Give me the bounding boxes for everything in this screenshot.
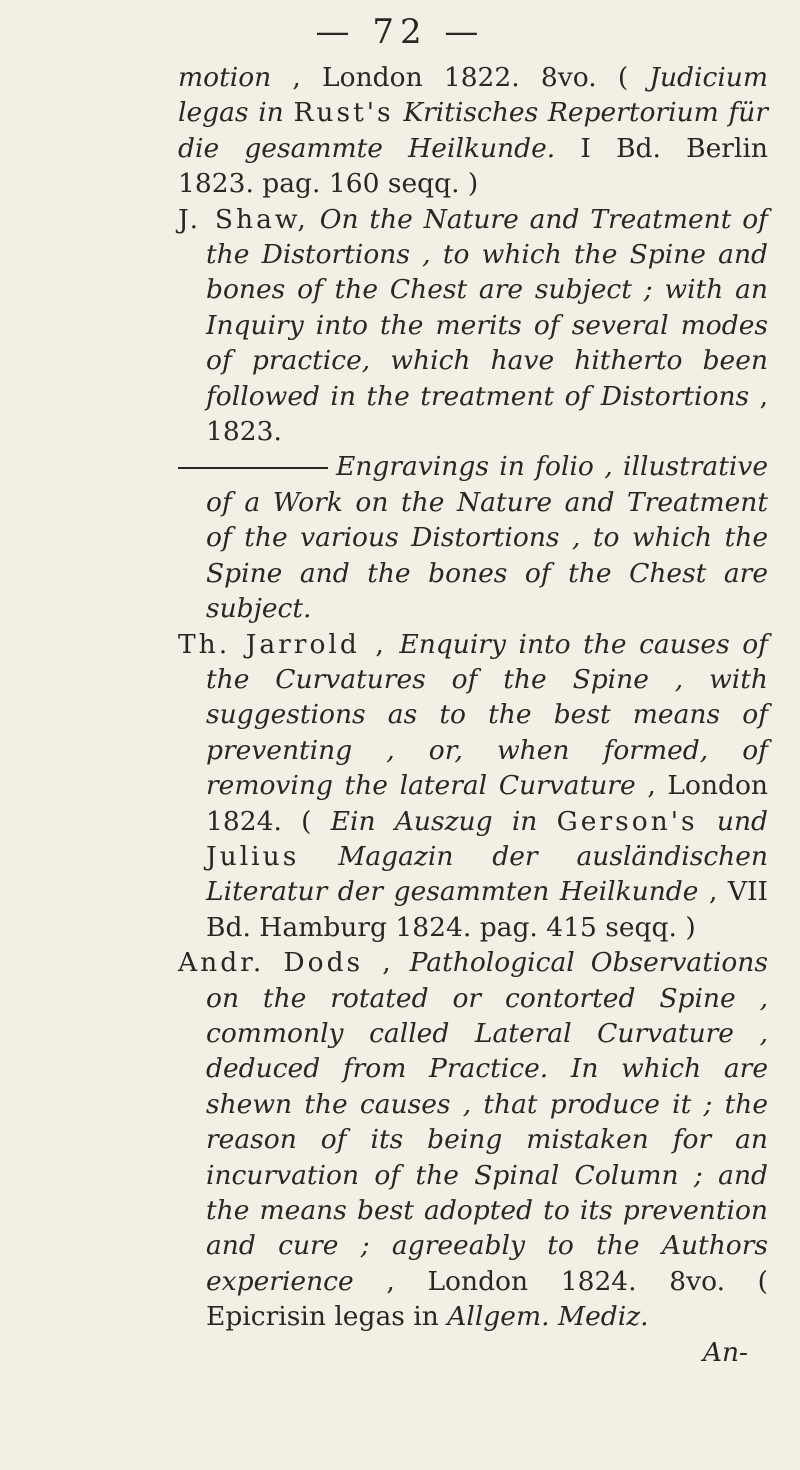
italic-text: Magazin der ausländischen Literatur der gesammten Heilkunde [206,840,768,908]
italic-text: Pathological Observations on the rotated or contorted Spine , commonly called Lateral Curvature , deduced from Practice. In which are shewn the causes , that produce it ; the reason of its being mistaken for an incurvation of the Spinal Column ; and the means best adopted to its prevention and cure ; agreeably to the Authors experience [206,947,768,1297]
text-run [309,204,320,235]
italic-text: On the Nature and Treatment of the Distortions , to which the Spine and bones of the Chest are subject ; with an Inquiry into the merits of several modes of practice, which have hitherto been followed in the treatment of Distortions [206,203,768,412]
text-run: , London 1822. 8vo. ( [271,62,650,93]
ditto-dash [178,467,328,469]
text-run [299,841,338,872]
spaced-name: Th. Jarrold , [178,628,387,660]
italic-text: Engravings in folio , illustrative of a Work on the Nature and Treatment of the various Distortions , to which the Spine and the bones of the Chest are subject. [206,451,768,625]
spaced-name: Rust's [293,97,394,129]
text-run: , London 1824. 8vo. ( Epicrisin legas in [206,1265,768,1333]
italic-text: Judicium legas in [178,62,768,129]
italic-text: Allgem. Mediz. [447,1301,649,1333]
text-run [537,806,556,837]
italic-text: Kritisches Repertorium für die gesammte Heilkunde. [178,97,768,164]
bibliography-entry [178,60,768,202]
page-number: — 72 — [315,12,485,52]
italic-text: Enquiry into the causes of the Curvatures of the Spine , with suggestions as to the best means of preventing , or, when formed, of removing the lateral Curvature [206,628,768,802]
italic-text: Ein Auszug in [330,805,538,837]
text-run [394,947,410,978]
text-run: , London 1824. ( [206,770,769,837]
bibliography-entry [178,202,768,450]
text-run: , 1823. [206,380,768,448]
bibliography-entry [178,945,768,1334]
spaced-name: Andr. Dods , [178,947,394,979]
bibliography-entry [178,627,768,946]
text-run: , VII Bd. Hamburg 1824. pag. 415 seqq. ) [206,876,768,943]
spaced-name: Julius [206,840,300,872]
bibliography-entry [178,449,768,626]
spaced-name: J. Shaw, [178,203,309,235]
italic-text: und [716,805,768,837]
italic-text: motion [178,62,272,93]
text-run [387,629,400,660]
text-run: I Bd. Berlin 1823. pag. 160 seqq. ) [178,132,768,200]
catchword: An- [702,1336,748,1368]
text-run [284,97,294,128]
spaced-name: Gerson's [556,805,698,837]
bibliography-text [178,60,768,1370]
text-run [394,97,404,128]
text-run [698,806,717,837]
